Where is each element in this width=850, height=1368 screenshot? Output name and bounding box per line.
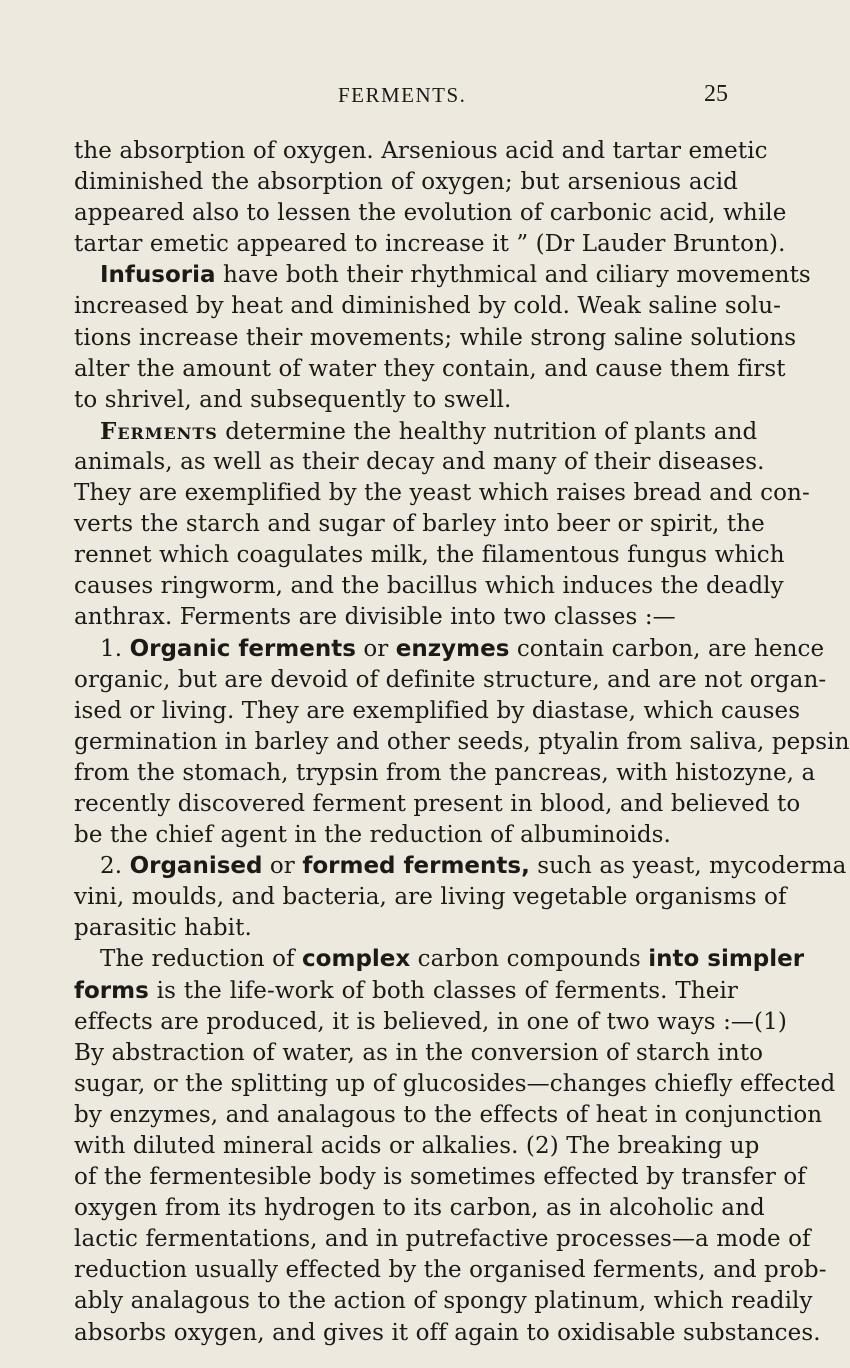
line-text: contain carbon, are hence <box>509 635 825 662</box>
text-line <box>74 323 797 354</box>
text-line <box>74 1255 827 1286</box>
line-text: by enzymes, and analagous to the effects of heat in conjunction <box>74 1101 823 1128</box>
body-text <box>74 136 850 1349</box>
line-connector: or <box>262 853 303 880</box>
line-text: tartar emetic appeared to increase it ” (Dr Lauder Brunton). <box>74 231 786 258</box>
line-text: reduction usually effected by the organised ferments, and prob- <box>74 1257 827 1284</box>
line-text: verts the starch and sugar of barley into beer or spirit, the <box>74 511 765 538</box>
text-line <box>74 1007 787 1038</box>
line-text: to shrivel, and subsequently to swell. <box>74 386 512 413</box>
text-line <box>74 1100 823 1131</box>
line-text: have both their rhythmical and ciliary movements <box>215 262 811 289</box>
text-line <box>74 478 810 509</box>
line-text: of the fermentesible body is sometimes effected by transfer of <box>74 1164 806 1191</box>
bold-heading: Organised <box>129 853 263 880</box>
line-text: animals, as well as their decay and many of their diseases. <box>74 448 765 475</box>
text-line <box>74 260 811 291</box>
line-connector: carbon compounds <box>410 946 649 973</box>
text-line <box>74 1224 811 1255</box>
line-prefix: 2. <box>100 853 130 880</box>
text-line <box>74 882 787 913</box>
text-line <box>74 385 738 416</box>
line-text: effects are produced, it is believed, in one of two ways :—(1) <box>74 1008 787 1035</box>
text-line <box>74 913 738 944</box>
bold-heading: Infusoria <box>100 262 216 289</box>
line-text: anthrax. Ferments are divisible into two classes :— <box>74 604 676 631</box>
page-number: 25 <box>704 81 728 107</box>
line-prefix: The reduction of <box>100 946 303 973</box>
text-line <box>74 944 805 975</box>
bold-heading: formed ferments, <box>302 853 530 880</box>
line-text: from the stomach, trypsin from the pancreas, with histozyne, a <box>74 759 816 786</box>
line-text: is the life-work of both classes of ferments. Their <box>148 977 738 1004</box>
text-line <box>74 416 758 447</box>
text-line <box>74 447 765 478</box>
line-text: organic, but are devoid of definite structure, and are not organ- <box>74 666 827 693</box>
line-text: appeared also to lessen the evolution of carbonic acid, while <box>74 200 787 227</box>
text-line <box>74 820 738 851</box>
line-text: germination in barley and other seeds, ptyalin from saliva, pepsin <box>74 728 850 755</box>
text-line <box>74 758 816 789</box>
line-text: sugar, or the splitting up of glucosides—changes chiefly effected <box>74 1070 836 1097</box>
text-line <box>74 1162 806 1193</box>
line-text: vini, moulds, and bacteria, are living vegetable organisms of <box>74 884 787 911</box>
running-head <box>0 83 800 113</box>
text-line <box>74 571 784 602</box>
text-line <box>74 789 801 820</box>
line-text: lactic fermentations, and in putrefactive processes—a mode of <box>74 1226 811 1253</box>
line-text: with diluted mineral acids or alkalies. (2) The breaking up <box>74 1133 760 1159</box>
text-line <box>74 136 768 167</box>
line-text: oxygen from its hydrogen to its carbon, as in alcoholic and <box>74 1195 765 1222</box>
text-line <box>74 540 785 571</box>
bold-heading: forms <box>74 977 149 1004</box>
line-text: rennet which coagulates milk, the filamentous fungus which <box>74 542 785 569</box>
text-line <box>74 229 786 260</box>
text-line <box>74 1318 821 1349</box>
line-text: parasitic habit. <box>74 915 252 942</box>
line-text: the absorption of oxygen. Arsenious acid and tartar emetic <box>74 138 768 164</box>
line-text: recently discovered ferment present in blood, and believed to <box>74 790 801 817</box>
line-text: be the chief agent in the reduction of albuminoids. <box>74 822 671 849</box>
running-title: FERMENTS. <box>338 83 467 107</box>
line-text: absorbs oxygen, and gives it off again to oxidisable substances. <box>74 1319 821 1346</box>
line-connector: or <box>355 635 396 662</box>
line-text: determine the healthy nutrition of plants and <box>217 418 758 445</box>
text-line <box>74 665 827 696</box>
small-caps-heading: Ferments <box>100 417 218 445</box>
line-text: They are exemplified by the yeast which raises bread and con- <box>74 480 810 507</box>
line-text: increased by heat and diminished by cold. Weak saline solu- <box>74 293 782 320</box>
text-line <box>74 1193 765 1224</box>
text-line <box>74 696 801 727</box>
line-text: causes ringworm, and the bacillus which induces the deadly <box>74 573 784 600</box>
bold-heading: enzymes <box>395 635 510 662</box>
line-text: diminished the absorption of oxygen; but arsenious acid <box>74 169 738 196</box>
text-line <box>74 1038 764 1069</box>
line-text: ably analagous to the action of spongy platinum, which readily <box>74 1288 813 1315</box>
text-line <box>74 198 787 229</box>
text-line <box>74 1286 813 1317</box>
text-line <box>74 509 765 540</box>
text-line <box>74 291 782 322</box>
line-text: tions increase their movements; while strong saline solutions <box>74 324 797 351</box>
bold-heading: complex <box>302 946 411 973</box>
text-line <box>74 727 850 758</box>
line-prefix: 1. <box>100 635 130 662</box>
line-text: such as yeast, mycoderma <box>529 853 847 880</box>
bold-heading: into simpler <box>648 946 805 973</box>
line-text: By abstraction of water, as in the conversion of starch into <box>74 1039 764 1066</box>
text-line <box>74 634 825 665</box>
line-text: ised or living. They are exemplified by diastase, which causes <box>74 697 801 724</box>
text-line <box>74 602 738 633</box>
text-line <box>74 354 786 385</box>
text-line <box>74 1069 836 1100</box>
text-line <box>74 167 738 198</box>
text-line <box>74 851 847 882</box>
line-text: alter the amount of water they contain, and cause them first <box>74 355 786 382</box>
text-line <box>74 976 738 1007</box>
bold-heading: Organic ferments <box>129 635 356 662</box>
text-line <box>74 1131 760 1162</box>
